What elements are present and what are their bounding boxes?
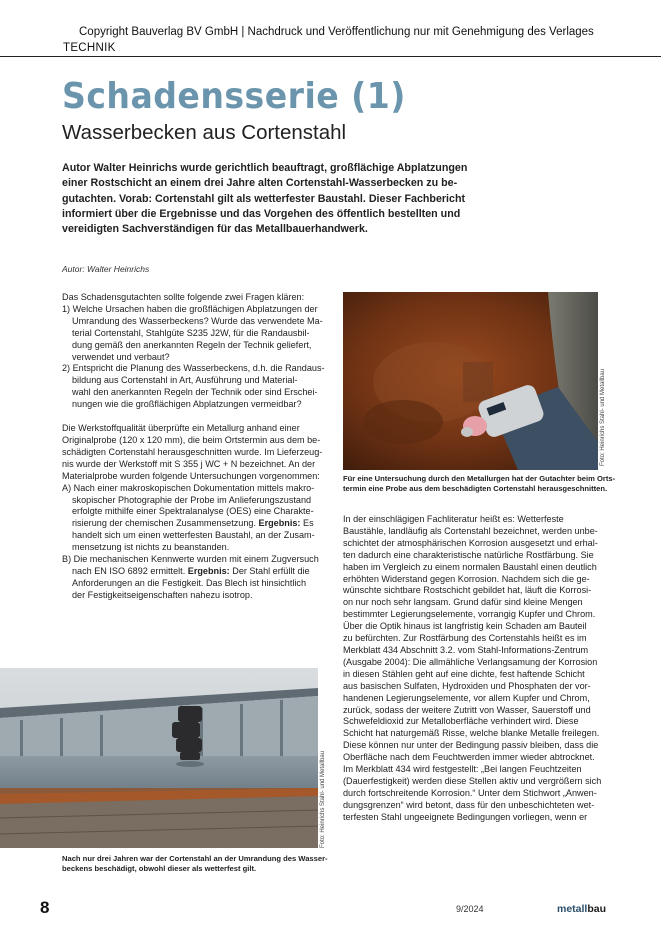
body-line: erfolgte mithilfe einer Spektralanalyse (OES) eine Charakte-: [72, 506, 314, 517]
caption-line: termin eine Probe aus dem beschädigten Cortenstahl herausgeschnitten.: [343, 484, 608, 494]
result-label: Ergebnis:: [258, 518, 301, 529]
lead-line: Autor Walter Heinrichs wurde gerichtlich beauftragt, großflächige Abplatzungen: [62, 162, 468, 174]
body-line: Baustähle, landläufig als Cortenstahl bezeichnet, werden unbe-: [343, 525, 598, 536]
magazine-logo: [557, 903, 606, 915]
photo-credit: Foto: Heinrichs Stahl- und Metallbau: [600, 368, 606, 466]
body-line: Schwefeldioxid zur Metalloberfläche verhindert wird. Diese: [343, 716, 579, 727]
body-line: on nur noch sehr langsam. Grund dafür sind kleine Mengen: [343, 597, 583, 608]
photo-credit: Foto: Heinrichs Stahl- und Metallbau: [320, 750, 326, 848]
lead-line: einer Rostschicht an einem drei Jahre alten Cortenstahl-Wasserbecken zu be-: [62, 177, 458, 190]
body-line: Anforderungen an die Festigkeit. Das Blech ist hinsichtlich: [72, 577, 307, 588]
body-line: dungsgrenzen“ wird betont, dass für den unbeschichteten wet-: [343, 799, 595, 810]
body-line: ten dadurch eine charakteristische natürliche Rostfärbung. Sie: [343, 549, 594, 560]
lead-line: informiert über die Ergebnisse und das Vorgehen des öffentlich bestellten und: [62, 207, 461, 220]
body-text: nach EN ISO 6892 ermittelt.: [72, 565, 186, 576]
left-column: [62, 292, 325, 602]
body-line: Umrandung des Wasserbeckens? Wurde das verwendete Ma-: [72, 315, 323, 326]
page-title: Schadensserie (1): [62, 76, 406, 117]
copyright-notice: Copyright Bauverlag BV GmbH | Nachdruck und Veröffentlichung nur mit Genehmigung des Verlages: [79, 26, 594, 38]
body-line: aus basischen Sulfaten, Hydroxiden und Phosphaten der vor-: [343, 680, 591, 691]
body-line: (Ausgabe 2004): Die allmähliche Verlangsamung der Korrosion: [343, 656, 598, 667]
figure-caption: [62, 854, 328, 874]
header-rule: [0, 56, 661, 57]
body-line: Schicht hat naturgemäß Risse, welche blanke Metalle freilegen.: [343, 728, 600, 739]
body-line: In der einschlägigen Fachliteratur heißt es: Wetterfeste: [343, 514, 564, 524]
lead-paragraph: [62, 161, 600, 237]
body-text: risierung der chemischen Zusammensetzung.: [72, 518, 256, 529]
body-line: schädigten Cortenstahl herausgeschnitten wurde. Im Lieferzeug-: [62, 446, 323, 457]
caption-line: Nach nur drei Jahren war der Cortenstahl an der Umrandung des Wasser-: [62, 854, 328, 863]
page-subtitle: Wasserbecken aus Cortenstahl: [62, 121, 347, 144]
body-line: bildung aus Cortenstahl in Art, Ausführung und Material-: [72, 375, 298, 386]
body-line: bestimmter Legierungselemente, vorrangig Kupfer und Chrom.: [343, 609, 596, 620]
photo-illustration: [0, 668, 318, 848]
body-line: durch fortschreitende Korrosion.“ Unter dem Stichwort „Anwen-: [343, 787, 597, 798]
lead-line: gutachten. Vorab: Cortenstahl gilt als wetterfester Baustahl. Dieser Fachbericht: [62, 192, 466, 205]
caption-line: beckens beschädigt, obwohl dieser als wetterfest gilt.: [62, 864, 257, 874]
body-line: wahl den anerkannten Regeln der Technik oder sind Erschei-: [72, 387, 318, 398]
lead-line: vereidigten Sachverständigen für das Metallbauerhandwerk.: [62, 223, 368, 236]
result-label: Ergebnis:: [187, 565, 230, 576]
body-line: 1) Welche Ursachen haben die großflächigen Abplatzungen der: [62, 303, 318, 314]
body-line: in diesen Stählen geht auf eine dichte, fest haftende Schicht: [343, 668, 585, 679]
body-line: (Dauerfestigkeit) werden diese Stellen aktiv und vergrößern sich: [343, 775, 602, 786]
section-label: TECHNIK: [63, 42, 116, 54]
body-line: mensetzung ist nichts zu beanstanden.: [72, 542, 230, 553]
body-line: zurück, sodass der weitere Zutritt von Wasser, Sauerstoff und: [343, 704, 591, 715]
body-line: B) Die mechanischen Kennwerte wurden mit einem Zugversuch: [62, 554, 319, 565]
body-line: handelt sich um einen wetterfesten Baustahl, an der Zusam-: [72, 530, 315, 541]
photo-illustration: [343, 292, 598, 470]
caption-line: Für eine Untersuchung durch den Metallurgen hat der Gutachter beim Orts-: [343, 474, 616, 483]
body-line: handenen Legierungselemente, vor allem Kupfer und Chrom,: [343, 692, 590, 703]
body-line: dung gemäß den anerkannten Regeln der Technik geliefert,: [72, 339, 312, 350]
body-line: Das Schadensgutachten sollte folgende zwei Fragen klären:: [62, 292, 305, 302]
logo-part: metall: [557, 903, 588, 915]
body-line: Diese können nur unter der Bedingung passiv bleiben, dass die: [343, 740, 599, 751]
issue-number: 9/2024: [456, 904, 484, 914]
body-line: terfesten Stahl ungeeignete Bedingungen vorliegen, wenn er: [343, 811, 588, 822]
body-line: Originalprobe (120 x 120 mm), die beim Ortstermin aus dem be-: [62, 434, 321, 445]
figure-caption: [343, 474, 616, 494]
body-line: terial Cortenstahl, Stahlgüte S235 J2W, für die Randausbil-: [72, 327, 310, 338]
photo-water-basin: [0, 668, 318, 848]
body-line: nungen wie die großflächigen Abplatzungen vermeidbar?: [72, 399, 302, 410]
body-line: Materialprobe wurden folgende Untersuchungen vorgenommen:: [62, 470, 320, 481]
right-column: [343, 514, 601, 824]
body-line: haben im Vergleich zu einem normalen Baustahl einen deutlich: [343, 561, 597, 572]
body-line: wünschte sichtbare Rostschicht gebildet hat, läuft die Korrosi-: [343, 585, 592, 596]
body-line: Merkblatt 434 Abschnitt 3.2. vom Stahl-Informations-Zentrum: [343, 644, 589, 655]
photo-steel-sample-cutting: [343, 292, 598, 470]
body-line: zu befürchten. Zur Rostfärbung des Cortenstahls heißt es im: [343, 633, 587, 644]
body-line: [62, 518, 322, 530]
body-line: Im Merkblatt 434 wird festgestellt: „Bei langen Feuchtzeiten: [343, 764, 582, 775]
body-line: skopischer Photographie der Probe im Anlieferungszustand: [72, 494, 312, 505]
body-line: Oberfläche nach dem Feuchtwerden immer wieder abtrocknet.: [343, 752, 595, 763]
body-line: der Festigkeitseigenschaften nahezu isotrop.: [72, 589, 253, 600]
body-line: Über die Optik hinaus ist langfristig kein Schaden am Bauteil: [343, 621, 587, 632]
body-line: Die Werkstoffqualität überprüfte ein Metallurg anhand einer: [62, 423, 300, 434]
author-byline: Autor: Walter Heinrichs: [62, 264, 150, 274]
body-text: Der Stahl erfüllt die: [232, 565, 310, 576]
body-line: 2) Entspricht die Planung des Wasserbeckens, d.h. die Randaus-: [62, 363, 325, 374]
body-line: [62, 566, 322, 578]
body-line: schichtet der atmosphärischen Korrosion ausgesetzt und erhal-: [343, 537, 598, 548]
body-line: A) Nach einer makroskopischen Dokumentation mittels makro-: [62, 482, 315, 493]
body-text: Es: [303, 518, 314, 529]
logo-part: bau: [587, 903, 607, 915]
body-line: verwendet und verbaut?: [72, 351, 170, 362]
body-line: erhöhten Widerstand gegen Korrosion. Nachdem sich die ge-: [343, 573, 590, 584]
body-line: nis wurde der Werkstoff mit S 355 j WC + N bezeichnet. An der: [62, 458, 316, 469]
page-number: 8: [40, 898, 50, 917]
